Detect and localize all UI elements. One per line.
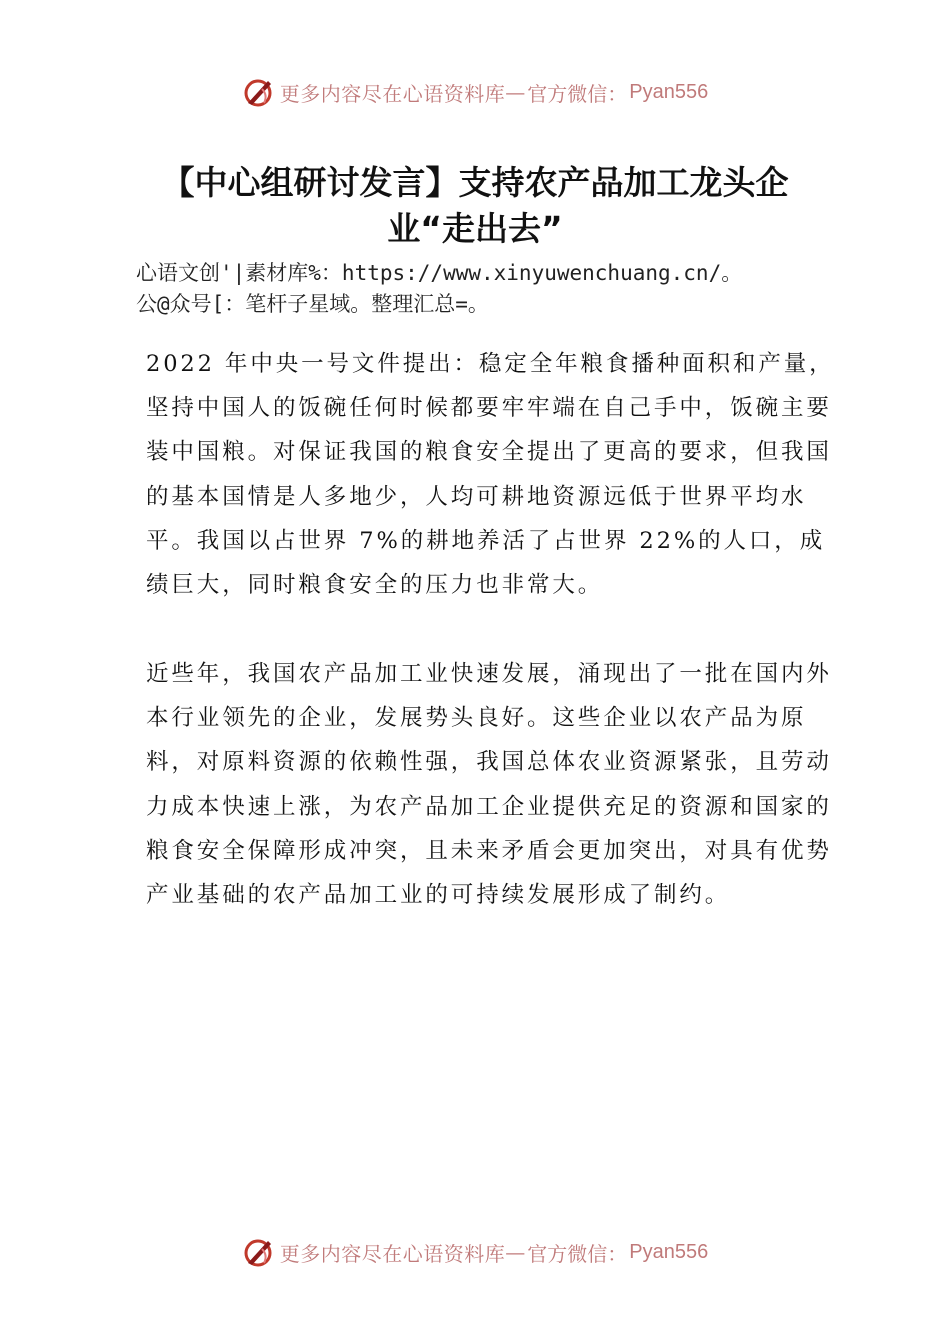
banner-main-text: 更多内容尽在心语资料库 [279,81,506,106]
brush-logo-icon [242,75,276,109]
banner-contact-label: 官方微信： [527,81,628,106]
source-line-1: 心语文创'|素材库%：https://www.xinyuwenchuang.cn/。 [136,261,743,285]
banner-main-text: 更多内容尽在心语资料库 [279,1241,506,1266]
banner-wechat-id: Pyan556 [629,1240,709,1263]
banner-wechat-id: Pyan556 [629,80,709,103]
source-line-2: 公@众号[：笔杆子星域。整理汇总=。 [136,292,489,316]
brush-logo-icon [242,1235,276,1269]
banner-dash: — [505,80,526,104]
paragraph-1: 2022 年中央一号文件提出：稳定全年粮食播种面积和产量，坚持中国人的饭碗任何时候都要牢牢端在自己手中，饭碗主要装中国粮。对保证我国的粮食安全提出了更高的要求，但我国的基本国情是人多地少，人均可耕地资源远低于世界平均水平。我国以占世界 7%的耕地养活了占世界 22%的人口，成绩巨大，同时粮食安全的压力也非常大。 [146,351,835,599]
title-line-1: 【中心组研讨发言】支持农产品加工龙头企 [161,163,789,202]
paragraph-2: 近些年，我国农产品加工业快速发展，涌现出了一批在国内外本行业领先的企业，发展势头良好。这些企业以农产品为原料，对原料资源的依赖性强，我国总体农业资源紧张，且劳动力成本快速上涨，为农产品加工企业提供充足的资源和国家的粮食安全保障形成冲突，且未来矛盾会更加突出，对具有优势产业基础的农产品加工业的可持续发展形成了制约。 [146,661,832,909]
banner-dash: — [505,1240,526,1264]
footer-banner [0,1232,950,1272]
banner-contact-label: 官方微信： [527,1241,628,1266]
document-title [100,160,850,252]
title-line-2: 业“走出去” [387,209,563,248]
header-banner [0,72,950,112]
source-note [136,258,836,320]
